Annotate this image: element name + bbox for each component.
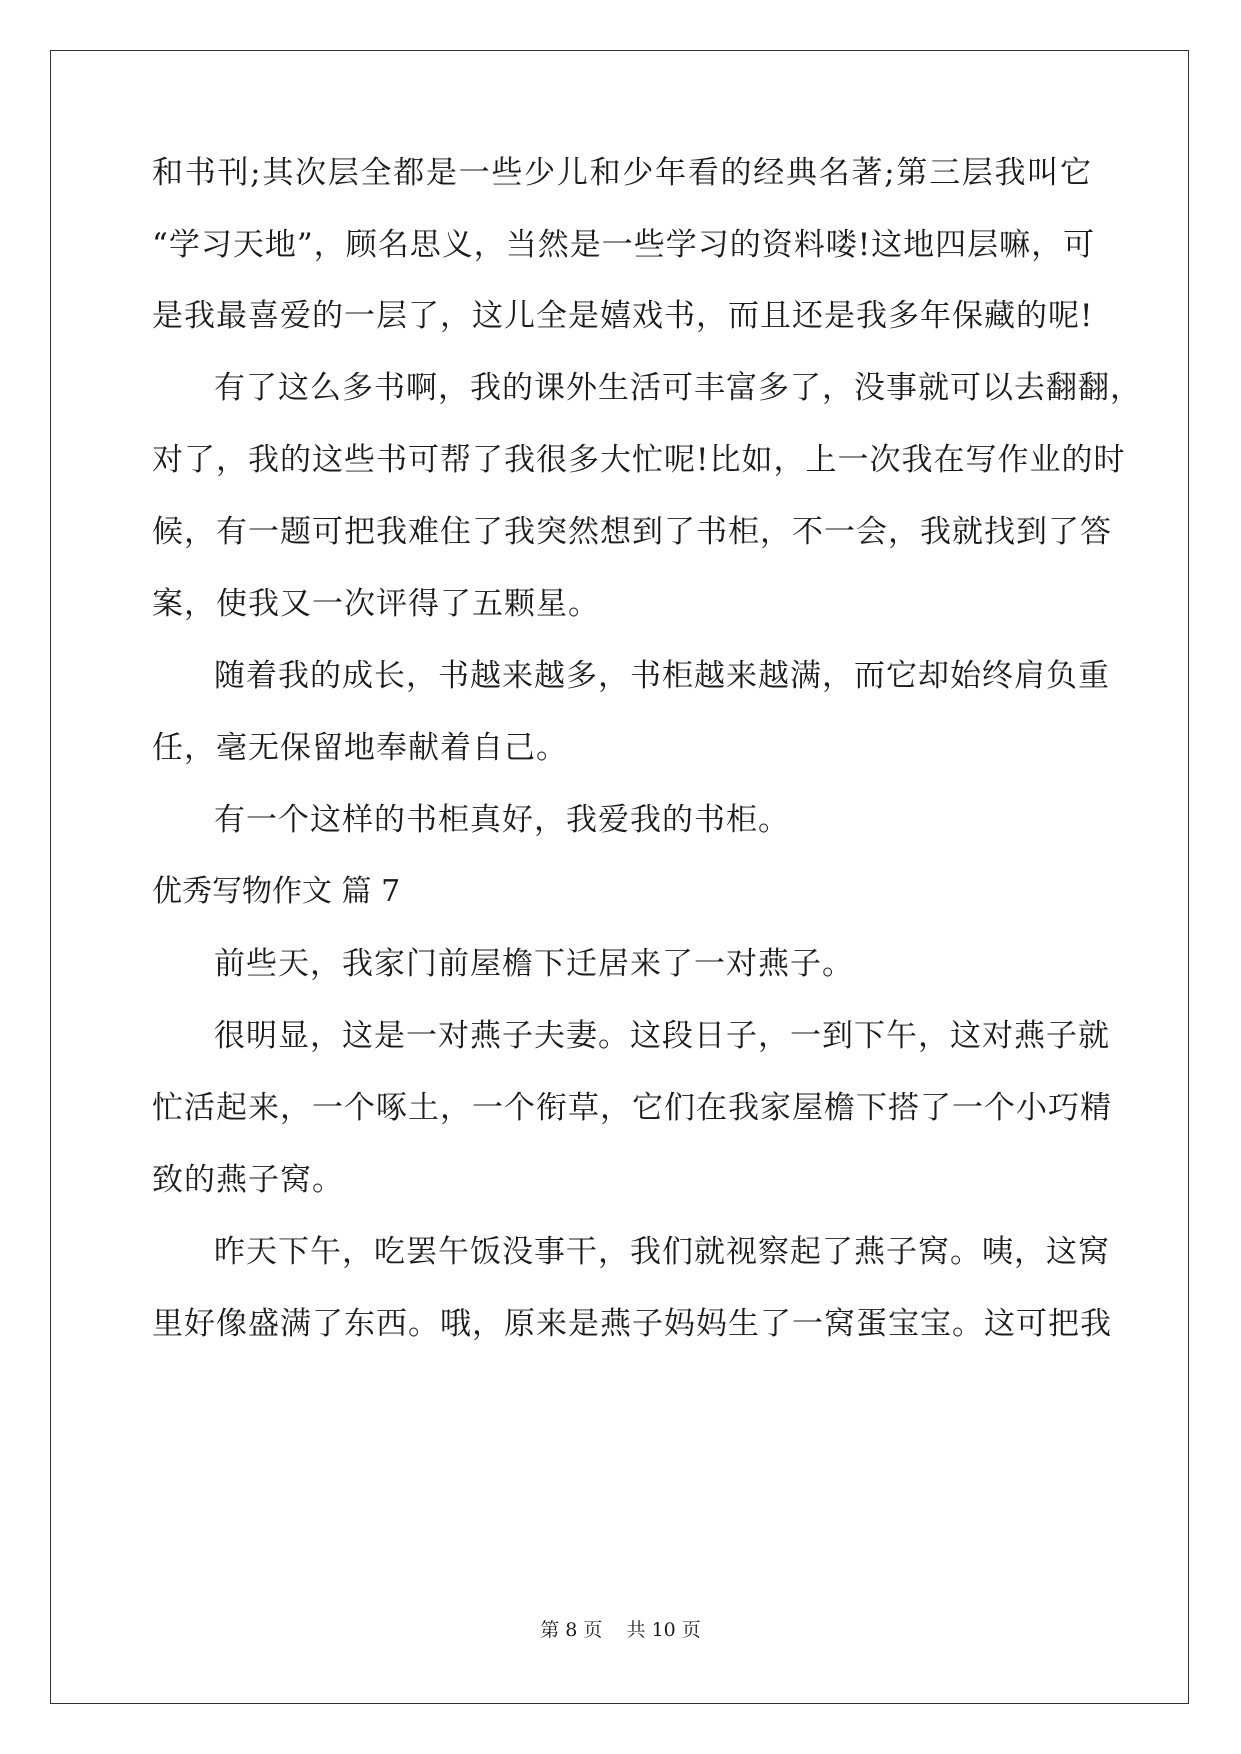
paragraph-line-14: 忙活起来，一个啄土，一个衔草，它们在我家屋檐下搭了一个小巧精 xyxy=(152,1090,1112,1126)
paragraph-line-6: 候，有一题可把我难住了我突然想到了书柜，不一会，我就找到了答 xyxy=(152,514,1112,550)
paragraph-line-3: 是我最喜爱的一层了，这儿全是嬉戏书，而且还是我多年保藏的呢! xyxy=(152,298,1094,334)
paragraph-line-2: “学习天地”，顾名思义，当然是一些学习的资料喽!这地四层嘛，可 xyxy=(152,227,1096,263)
section-heading: 优秀写物作文 篇 7 xyxy=(152,874,401,909)
paragraph-line-5: 对了，我的这些书可帮了我很多大忙呢!比如，上一次我在写作业的时 xyxy=(152,442,1126,478)
paragraph-line-17: 里好像盛满了东西。哦，原来是燕子妈妈生了一窝蛋宝宝。这可把我 xyxy=(152,1306,1112,1342)
paragraph-line-4: 有了这么多书啊，我的课外生活可丰富多了，没事就可以去翻翻， xyxy=(214,370,1142,406)
paragraph-line-9: 任，毫无保留地奉献着自己。 xyxy=(152,730,568,766)
paragraph-line-16: 昨天下午，吃罢午饭没事干，我们就视察起了燕子窝。咦，这窝 xyxy=(214,1234,1110,1270)
paragraph-line-7: 案，使我又一次评得了五颗星。 xyxy=(152,586,600,622)
paragraph-line-10: 有一个这样的书柜真好，我爱我的书柜。 xyxy=(214,802,790,838)
paragraph-line-15: 致的燕子窝。 xyxy=(152,1162,344,1198)
paragraph-line-8: 随着我的成长，书越来越多，书柜越来越满，而它却始终肩负重 xyxy=(214,658,1110,694)
page-number-footer: 第 8 页 共 10 页 xyxy=(540,1619,701,1641)
paragraph-line-1: 和书刊;其次层全都是一些少儿和少年看的经典名著;第三层我叫它 xyxy=(152,155,1092,191)
paragraph-line-13: 很明显，这是一对燕子夫妻。这段日子，一到下午，这对燕子就 xyxy=(214,1018,1110,1054)
paragraph-line-12: 前些天，我家门前屋檐下迁居来了一对燕子。 xyxy=(214,946,854,982)
